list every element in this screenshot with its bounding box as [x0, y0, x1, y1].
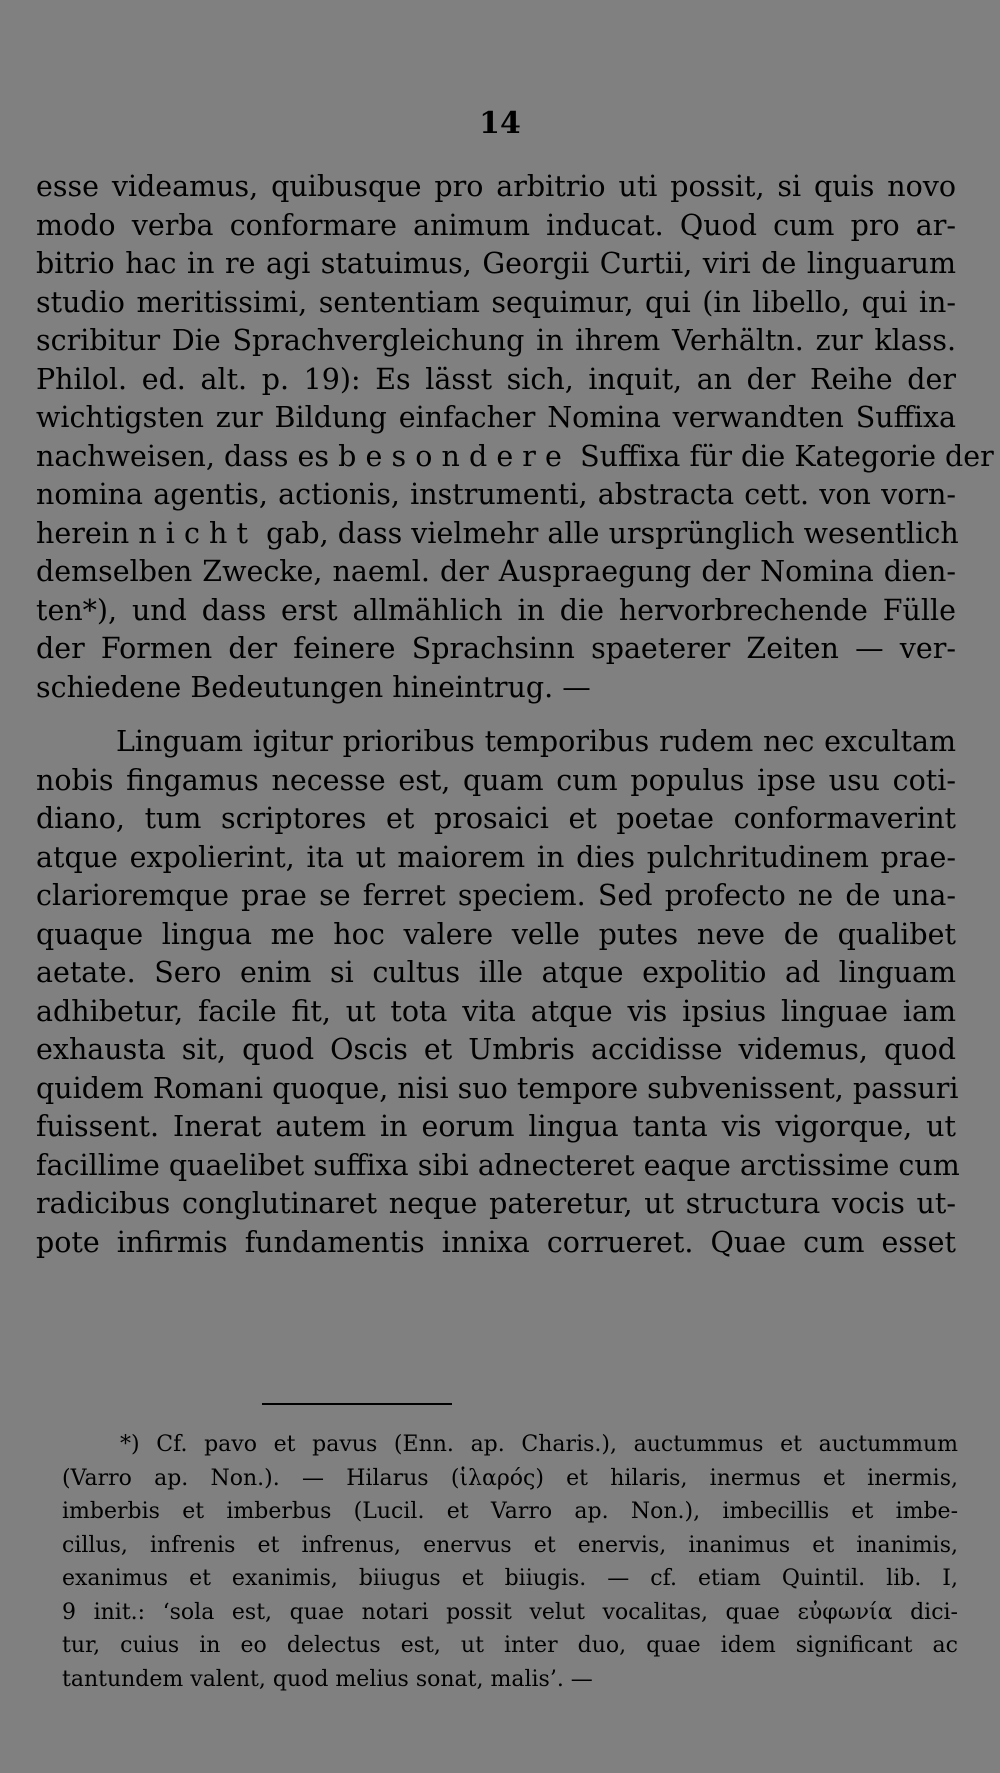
text-line: radicibus conglutinaret neque pateretur, ut structura vocis ut- — [36, 1187, 956, 1220]
text-line: quaque lingua me hoc valere velle putes neve de qualibet — [36, 917, 956, 951]
text-line: fuissent. Inerat autem in eorum lingua tanta vis vigorque, ut — [36, 1110, 956, 1143]
text-line: demselben Zwecke, naeml. der Auspraegung der Nomina dien- — [36, 555, 956, 588]
text-line: nomina agentis, actionis, instrumenti, abstracta cett. von vorn- — [36, 478, 956, 511]
text-line: studio meritissimi, sententiam sequimur, qui (in libello, qui in- — [36, 285, 956, 319]
text-span: nachweisen, dass es — [36, 439, 339, 473]
text-line: bitrio hac in re agi statuimus, Georgii Curtii, viri de linguarum — [36, 247, 956, 280]
footnote-line: tantundem valent, quod melius sonat, malis’. — — [62, 1666, 593, 1692]
footnote-line: exanimus et exanimis, biiugus et biiugis. — cf. etiam Quintil. lib. I, — [62, 1566, 958, 1591]
text-line: atque expolierint, ita ut maiorem in dies pulchritudinem prae- — [36, 840, 956, 874]
text-line: facillime quaelibet suffixa sibi adnecteret eaque arctissime cum — [36, 1148, 960, 1182]
emphasis-nicht: nicht — [138, 516, 258, 550]
text-line: clarioremque prae se ferret speciem. Sed profecto ne de una- — [36, 879, 956, 912]
text-line: schiedene Bedeutungen hineintrug. — — [36, 670, 591, 704]
text-line: ten*), und dass erst allmählich in die hervorbrechende Fülle — [36, 593, 956, 627]
text-line: exhausta sit, quod Oscis et Umbris accidisse videmus, quod — [36, 1033, 956, 1066]
text-line: der Formen der feinere Sprachsinn spaeterer Zeiten — ver- — [36, 632, 956, 665]
text-line: diano, tum scriptores et prosaici et poetae conformaverint — [36, 802, 956, 835]
text-line: pote infirmis fundamentis innixa corrueret. Quae cum esset — [36, 1225, 956, 1259]
text-line: Philol. ed. alt. p. 19): Es lässt sich, inquit, an der Reihe der — [36, 362, 956, 396]
footnote-separator — [262, 1403, 452, 1405]
text-line: adhibetur, facile fit, ut tota vita atque vis ipsius linguae iam — [36, 994, 956, 1028]
footnote-line: imberbis et imberbus (Lucil. et Varro ap. Non.), imbecillis et imbe- — [62, 1499, 958, 1524]
footnote-line: *) Cf. pavo et pavus (Enn. ap. Charis.), auctummus et auctummum — [120, 1432, 958, 1457]
emphasis-besondere: besondere — [338, 439, 572, 473]
footnote — [62, 1428, 958, 1696]
footnote-line: cillus, infrenis et infrenus, enervus et enervis, inanimus et inanimis, — [62, 1532, 958, 1558]
text-line — [36, 515, 959, 554]
footnote-line: (Varro ap. Non.). — Hilarus (ἱλαρός) et hilaris, inermus et inermis, — [62, 1465, 958, 1491]
text-line: modo verba conformare animum inducat. Quod cum pro ar- — [36, 208, 956, 242]
paragraph-gap — [36, 707, 956, 723]
text-line — [36, 438, 994, 477]
footnote-line: 9 init.: ‘sola est, quae notari possit velut vocalitas, quae εὐφωνία dici- — [62, 1599, 958, 1625]
text-span: herein — [36, 516, 139, 550]
text-line: esse videamus, quibusque pro arbitrio uti possit, si quis novo — [36, 170, 956, 203]
main-text — [36, 168, 994, 1262]
footnote-line: tur, cuius in eo delectus est, ut inter duo, quae idem significant ac — [62, 1633, 958, 1658]
text-line: quidem Romani quoque, nisi suo tempore subvenissent, passuri — [36, 1071, 959, 1105]
text-line: nobis fingamus necesse est, quam cum populus ipse usu coti- — [36, 763, 956, 797]
text-span: Suffixa für die Kategorie der — [571, 439, 994, 473]
text-line: scribitur Die Sprachvergleichung in ihrem Verhältn. zur klass. — [36, 324, 956, 357]
text-line: Linguam igitur prioribus temporibus rudem nec excultam — [116, 725, 956, 758]
text-span: gab, dass vielmehr alle ursprünglich wesentlich — [257, 516, 959, 550]
text-line: wichtigsten zur Bildung einfacher Nomina verwandten Suffixa — [36, 401, 956, 434]
text-line: aetate. Sero enim si cultus ille atque expolitio ad linguam — [36, 956, 956, 989]
page-number: 14 — [479, 106, 521, 141]
